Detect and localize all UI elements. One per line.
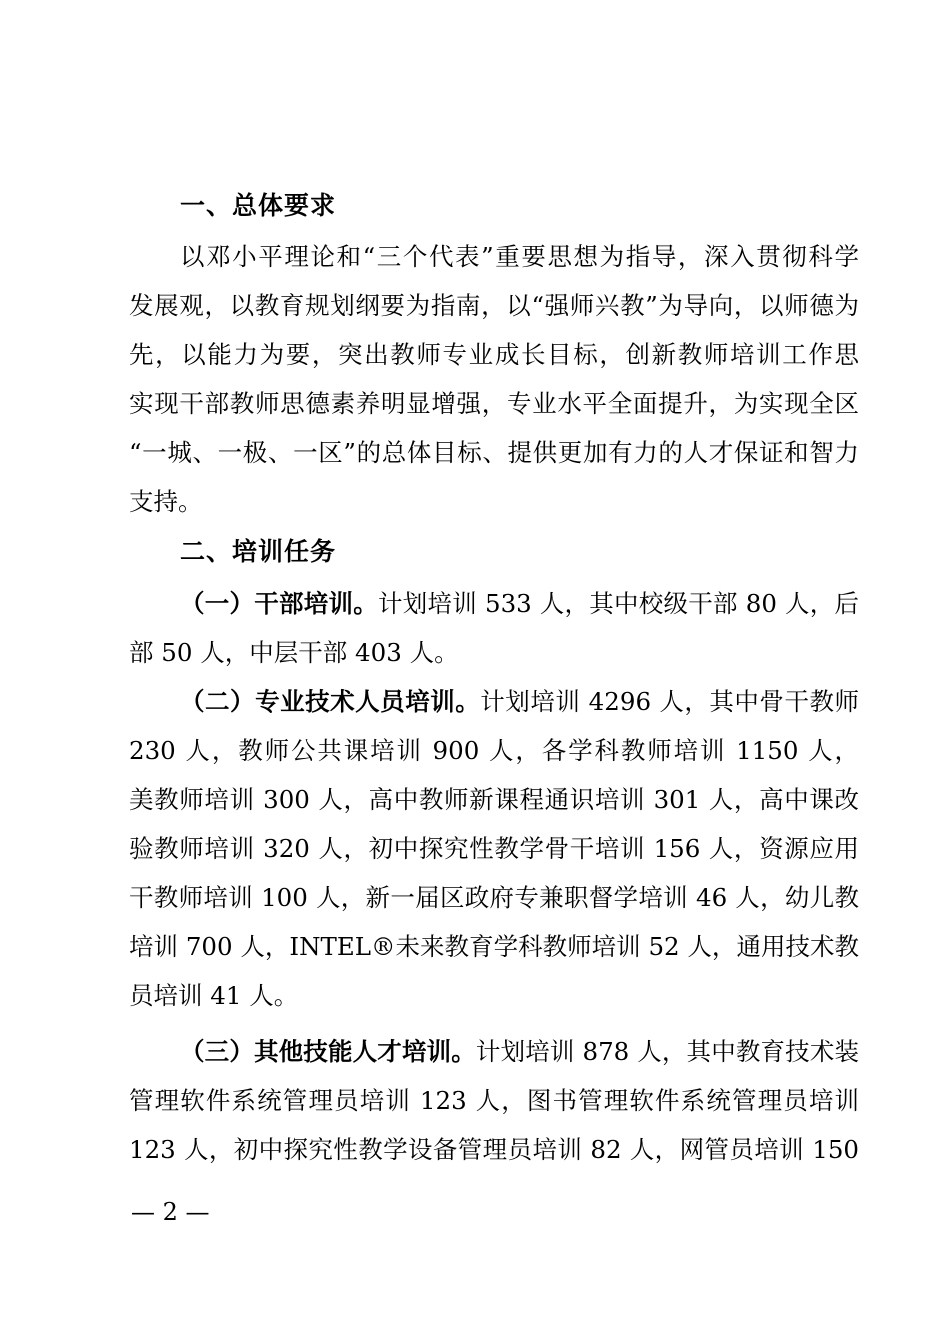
professional-staff-training-paragraph [129, 677, 859, 1020]
other-skills-training-paragraph [129, 1027, 859, 1174]
paragraph-line: 管理软件系统管理员培训 123 人，图书管理软件系统管理员培训 [129, 1086, 859, 1115]
paragraph-line: 干教师培训 100 人，新一届区政府专兼职督学培训 46 人，幼儿教 [129, 883, 859, 912]
cadre-training-paragraph [129, 579, 859, 677]
paragraph-line: 验教师培训 320 人，初中探究性教学骨干培训 156 人，资源应用 [129, 834, 859, 863]
item-label-cadre-training: （一）干部培训。 [180, 589, 378, 618]
paragraph-line: 员培训 41 人。 [129, 981, 299, 1010]
item-text: 计划培训 878 人，其中教育技术装 [475, 1037, 859, 1066]
item-label-other-skills-training: （三）其他技能人才培训。 [180, 1037, 476, 1066]
paragraph-line: 支持。 [129, 487, 203, 516]
paragraph-line: 培训 700 人，INTEL®未来教育学科教师培训 52 人，通用技术教 [129, 932, 859, 961]
paragraph-line [129, 677, 859, 726]
overall-requirements-paragraph [129, 232, 859, 526]
paragraph-line: 美教师培训 300 人，高中教师新课程通识培训 301 人，高中课改 [129, 785, 859, 814]
paragraph-line: 以邓小平理论和“三个代表”重要思想为指导，深入贯彻科学 [180, 242, 859, 271]
paragraph-line: 230 人，教师公共课培训 900 人，各学科教师培训 1150 人， [129, 736, 859, 765]
paragraph-line [129, 579, 859, 628]
paragraph-line [129, 1027, 859, 1076]
paragraph-line: “一城、一极、一区”的总体目标、提供更加有力的人才保证和智力 [129, 438, 859, 467]
item-label-professional-training: （二）专业技术人员培训。 [180, 687, 481, 716]
item-text: 计划培训 533 人，其中校级干部 80 人，后 [377, 589, 859, 618]
paragraph-line: 实现干部教师思德素养明显增强，专业水平全面提升，为实现全区 [129, 389, 859, 418]
paragraph-line: 先，以能力为要，突出教师专业成长目标，创新教师培训工作思 [129, 340, 859, 369]
paragraph-line: 123 人，初中探究性教学设备管理员培训 82 人，网管员培训 150 [129, 1135, 859, 1164]
paragraph-line: 发展观，以教育规划纲要为指南，以“强师兴教”为导向，以师德为 [129, 291, 859, 320]
page-number: — 2 — [131, 1198, 210, 1226]
section-heading-training-tasks: 二、培训任务 [180, 537, 337, 566]
paragraph-line: 部 50 人，中层干部 403 人。 [129, 638, 459, 667]
section-heading-overall-requirements: 一、总体要求 [180, 191, 337, 220]
item-text: 计划培训 4296 人，其中骨干教师 [480, 687, 859, 716]
